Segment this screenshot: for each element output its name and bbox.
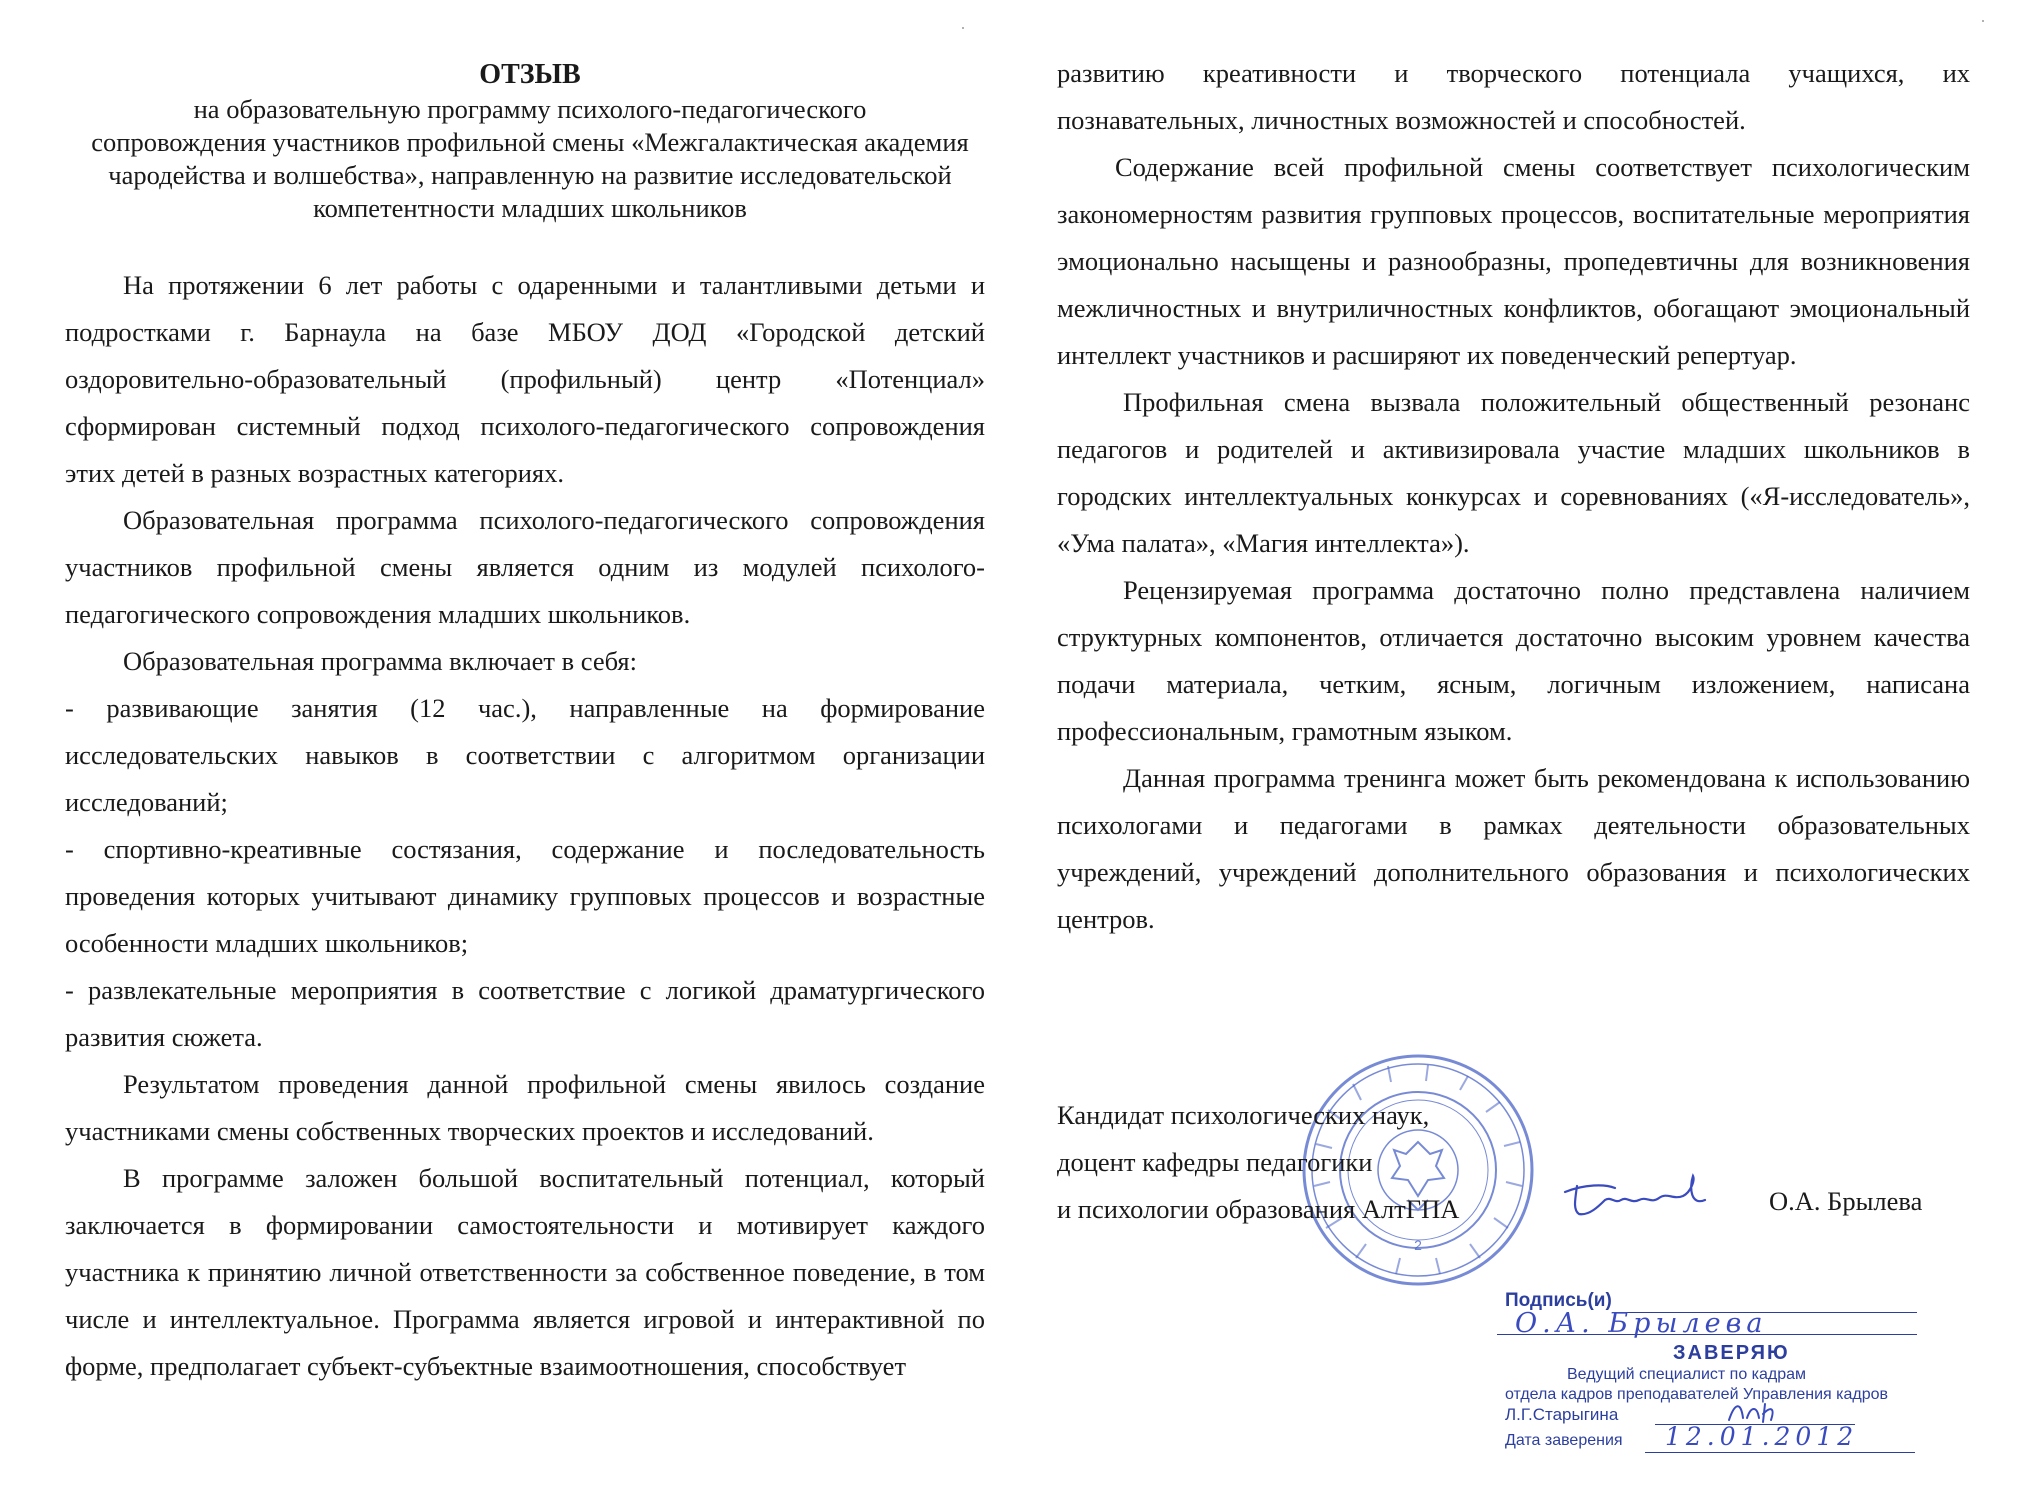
- right-column: [1057, 50, 1970, 943]
- signature-block: [1057, 1092, 1459, 1233]
- signatory-name: О.А. Брылева: [1769, 1186, 1923, 1216]
- header-line: чародейства и волшебства», направленную на развитие исследовательской: [108, 160, 952, 190]
- header-line: компетентности младших школьников: [313, 193, 747, 223]
- paragraph: развитию креативности и творческого потенциала учащихся, их познавательных, личностных возможностей и способностей.: [1057, 58, 1970, 135]
- paragraph: Профильная смена вызвала положительный общественный резонанс педагогов и родителей и активизировала участие младших школьников в городских интеллектуальных конкурсах и соревнованиях («Я-исследователь», «Ума палата», «Магия интеллекта»).: [1057, 387, 1970, 558]
- paragraph: Образовательная программа включает в себя:: [123, 646, 637, 676]
- document-title: ОТЗЫВ: [479, 59, 581, 90]
- scan-speck: [962, 27, 964, 29]
- bullet-item: - спортивно-креативные состязания, содержание и последовательность проведения которых учитывают динамику групповых процессов и возрастные особенности младших школьников;: [65, 834, 985, 958]
- stamp-role: Ведущий специалист по кадрам: [1567, 1366, 1807, 1383]
- paragraph: На протяжении 6 лет работы с одаренными и талантливыми детьми и подростками г. Барнаула на базе МБОУ ДОД «Городской детский оздоровительно-образовательный (профильный) центр «Потенциал» сформирован системный подход психолого-педагогического сопровождения этих детей в разных возрастных категориях.: [65, 270, 985, 488]
- paragraph: Содержание всей профильной смены соответствует психологическим закономерностям развития групповых процессов, воспитательные мероприятия эмоционально насыщены и разнообразны, пропедевтичны для возникновения межличностных и внутриличностных конфликтов, обогащают эмоциональный интеллект участников и расширяют их поведенческий репертуар.: [1057, 152, 1970, 370]
- certification-stamp: [1495, 1290, 1915, 1462]
- document-header: [60, 58, 1000, 225]
- signatory-title: Кандидат психологических наук,: [1057, 1100, 1430, 1130]
- stamp-person: Л.Г.Старыгина: [1505, 1405, 1619, 1424]
- handwritten-signature: [1555, 1170, 1735, 1230]
- stamp-certify-heading: ЗАВЕРЯЮ: [1673, 1342, 1790, 1364]
- signatory-title: доцент кафедры педагогики: [1057, 1147, 1373, 1177]
- signatory-title: и психологии образования АлтГПА: [1057, 1194, 1460, 1224]
- stamp-handwritten-name: О.А. Брылева: [1515, 1308, 1768, 1339]
- scan-speck: [1982, 20, 1984, 22]
- paragraph: Рецензируемая программа достаточно полно представлена наличием структурных компонентов, отличается достаточно высоким уровнем качества подачи материала, четким, ясным, логичным изложением, написана профессиональным, грамотным языком.: [1057, 575, 1970, 746]
- header-line: сопровождения участников профильной смены «Межгалактическая академия: [91, 127, 969, 157]
- header-line: на образовательную программу психолого-педагогического: [193, 94, 867, 124]
- left-column: [65, 262, 985, 1390]
- stamp-handwritten-date: 12.01.2012: [1665, 1422, 1859, 1451]
- stamp-signature-label: Подпись(и): [1505, 1290, 1612, 1311]
- bullet-item: - развлекательные мероприятия в соответствие с логикой драматургического развития сюжета.: [65, 975, 985, 1052]
- paragraph: Результатом проведения данной профильной смены явилось создание участниками смены собственных творческих проектов и исследований.: [65, 1069, 985, 1146]
- stamp-role: отдела кадров преподавателей Управления кадров: [1505, 1386, 1888, 1403]
- paragraph: Образовательная программа психолого-педагогического сопровождения участников профильной смены является одним из модулей психолого-педагогического сопровождения младших школьников.: [65, 505, 985, 629]
- stamp-underline: [1645, 1452, 1915, 1453]
- stamp-date-label: Дата заверения: [1505, 1432, 1623, 1449]
- paragraph: Данная программа тренинга может быть рекомендована к использованию психологами и педагогами в рамках деятельности образовательных учреждений, учреждений дополнительного образования и психологических центров.: [1057, 763, 1970, 934]
- bullet-item: - развивающие занятия (12 час.), направленные на формирование исследовательских навыков в соответствии с алгоритмом организации исследований;: [65, 693, 985, 817]
- paragraph: В программе заложен большой воспитательный потенциал, который заключается в формировании самостоятельности и мотивирует каждого участника к принятию личной ответственности за собственное поведение, в том числе и интеллектуальное. Программа является игровой и интерактивной по форме, предполагает субъект-субъектные взаимоотношения, способствует: [65, 1163, 985, 1381]
- svg-text:2: 2: [1414, 1237, 1422, 1253]
